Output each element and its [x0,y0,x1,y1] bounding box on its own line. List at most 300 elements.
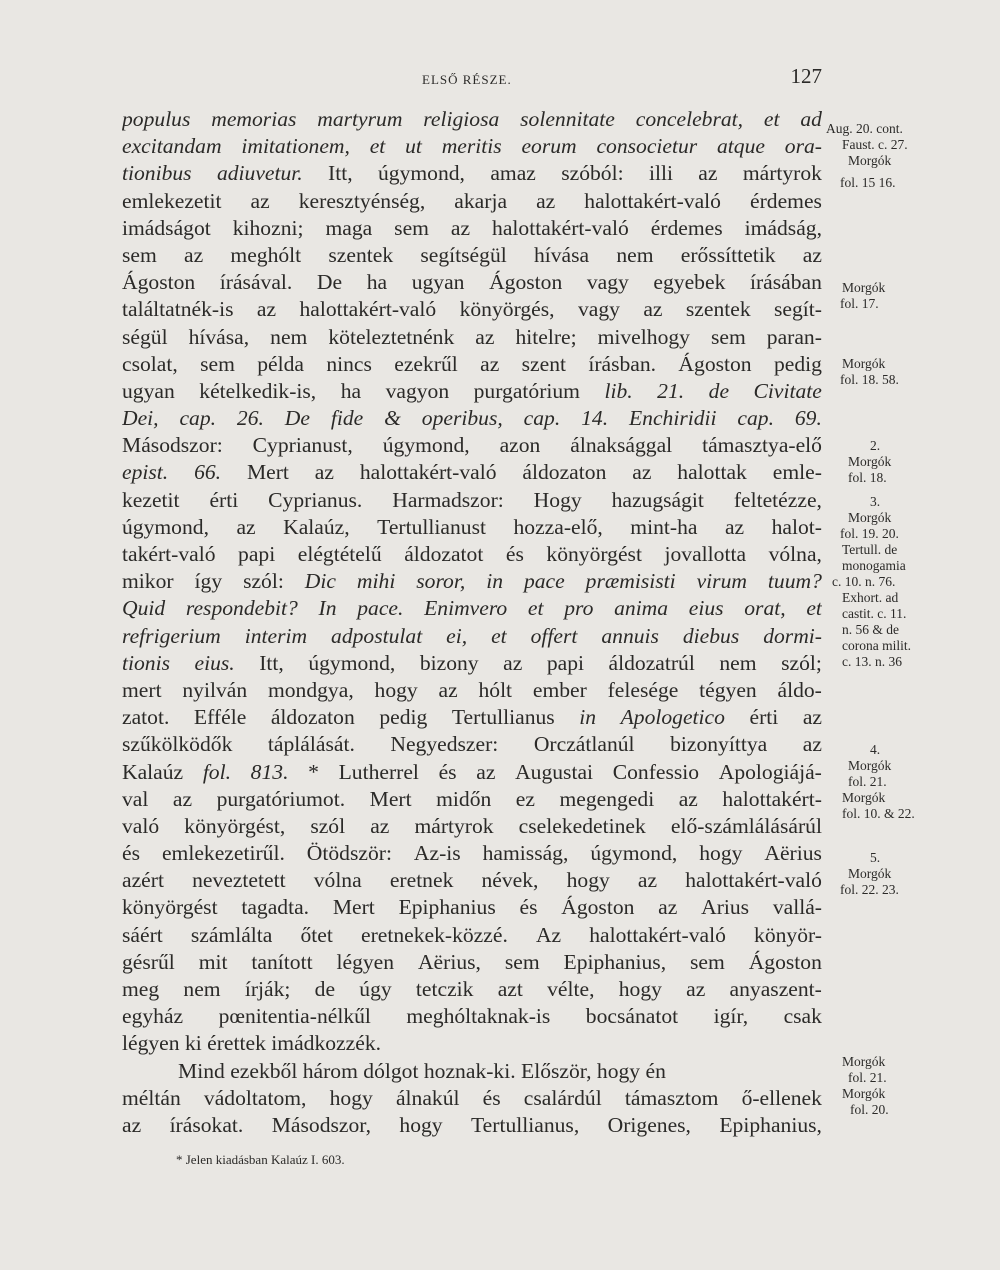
word: eretnek [389,868,454,893]
word: keresztyénség, [298,188,426,213]
word: névek, [481,868,539,893]
word: halottakért-való [299,297,437,322]
word: írásban. [588,351,657,376]
margin-note: Morgók [842,280,886,295]
word: az [643,297,663,322]
word: hozza-elő, [513,514,603,539]
word: respondebit? [185,596,298,621]
word: imádság, [744,215,822,240]
word: vélte, [547,977,595,1001]
word: 26. [236,406,264,431]
word: mihi [356,569,396,594]
word: Epiphanius, [719,1112,822,1137]
margin-note: fol. 22. 23. [840,882,899,897]
word: takért-való [122,542,216,566]
text-line [122,867,822,894]
main-text [122,106,822,1139]
word: pedig [773,351,822,376]
margin-note: Morgók [848,866,892,881]
word: könyörgést [122,895,218,920]
word: áldozaton [270,705,355,730]
word: meghólt [230,242,302,267]
word: egyház [122,1004,184,1029]
text-line [122,1085,822,1112]
text-line [122,432,822,459]
word: szentek [328,242,394,267]
word: az [122,1112,142,1137]
word: Itt, [328,161,353,186]
margin-note: 4. [870,742,881,757]
word: való [122,813,160,838]
word: vagyon [385,378,450,403]
word: vólna [313,868,362,893]
page-header [122,62,822,92]
margin-note: fol. 15 16. [840,175,896,190]
word: sem [690,949,725,974]
word: Ágoston [678,351,752,376]
word: akarja [454,188,508,213]
text-line [122,351,822,378]
word: mint-ha [630,514,698,539]
word: Ötödször: [306,841,392,866]
text-line [122,459,822,486]
word: az [802,705,822,730]
word: adiuvetur. [216,161,303,186]
word: operibus, [421,406,503,431]
word: ad [800,107,822,131]
word: az [536,188,556,213]
word: hogy [618,977,662,1001]
word: meghóltaknak-is [406,1004,551,1029]
word: azon [499,433,541,458]
word: emlekezetit [122,188,222,213]
word: et [369,134,386,159]
word: de [314,977,336,1001]
word: és [505,542,524,566]
word: ha [340,378,362,403]
word: találtatnék-is [122,297,234,322]
word: Arius [701,895,750,920]
word: áldozaton [522,460,607,485]
text-line [122,188,822,215]
text-line [122,1058,822,1085]
text-line [122,976,822,1003]
word: nem [270,324,308,349]
word: igír, [713,1004,749,1029]
text-line [122,296,822,323]
word: 14. [581,406,609,431]
word: in [486,569,503,594]
word: imitationem, [241,134,350,159]
word: úgy [359,977,392,1001]
word: martyrum [317,107,403,131]
word: ugyan [122,378,175,403]
word: anyaszent- [729,977,822,1001]
word: úgymond, [308,650,396,675]
word: Kalaúz, [283,514,350,539]
word: példa [257,351,304,376]
word: könyör- [754,922,822,947]
word: pace [523,569,565,594]
margin-note: Faust. c. 27. [842,137,908,152]
word: könyörgést, [184,813,286,838]
word: Másodszor, [271,1112,372,1137]
word: Epiphanius, [563,949,667,974]
word: Epiphanius [398,895,496,920]
word: neveztetett [192,868,286,893]
word: úgymond, [122,514,209,539]
margin-note: Morgók [848,153,892,168]
word: hívása [533,242,590,267]
word: pœnitentia-nélkűl [218,1004,371,1029]
word: epist. [122,460,169,485]
word: vólna, [768,542,822,566]
word: szól: [243,569,284,594]
word: csalárdúl [523,1085,602,1110]
word: és [482,1085,501,1110]
text-line [122,514,822,541]
word: szól [310,813,346,838]
word: hívása, [188,324,250,349]
word: felesége [607,677,679,702]
word: őtet [300,922,333,947]
word: az [438,677,458,702]
margin-note: corona milit. [842,638,911,653]
word: Efféle [193,705,247,730]
word: adpostulat [331,623,423,648]
margin-note: Morgók [842,1086,886,1101]
word: nincs [326,351,372,376]
word: Dei, [122,406,159,431]
word: tagadta. [241,895,310,920]
word: halottakért- [722,786,822,811]
word: 66. [194,460,222,485]
margin-note: 2. [870,438,881,453]
word: Cyprianus. [268,487,363,512]
margin-note: Morgók [848,454,892,469]
margin-note: c. 13. n. 36 [842,654,902,669]
text-segment: Mind ezekből három dólgot hoznak-ki. Először, hogy én [178,1058,666,1083]
text-line [122,786,822,813]
word: concelebrat, [635,107,744,131]
margin-note: c. 10. n. 76. [832,574,896,589]
word: hitelre; [515,324,577,349]
word: sem [200,351,235,376]
word: elégtételű [297,542,382,566]
word: vallá- [772,895,822,920]
margin-note: Aug. 20. cont. [826,121,903,136]
word: fol. [202,759,232,784]
word: et [806,596,822,621]
text-line [122,242,822,269]
word: Tertullianus, [470,1112,580,1137]
word: az [503,650,523,675]
word: emlekezetirűl. [161,841,285,866]
word: érti [749,705,779,730]
margin-note: 3. [870,494,881,509]
word: Az [535,922,562,947]
word: hamisság, [482,841,569,866]
word: virum [696,569,747,594]
word: Ágoston [489,270,563,295]
word: gésrűl [122,949,175,974]
word: meritis [441,134,502,159]
word: fide [330,406,364,431]
word: consocietur [596,134,698,159]
word: támasztya-elő [702,433,822,458]
word: Apologiájá- [718,759,822,784]
word: meg [122,977,160,1001]
word: ora- [784,134,822,159]
word: az [637,868,658,893]
text-line [122,405,822,432]
word: szent [521,351,566,376]
word: segítségül [420,242,507,267]
text-line [122,623,822,650]
margin-note: castit. c. 11. [842,606,907,621]
word: az [475,324,495,349]
word: nyilván [182,677,248,702]
word: az [686,977,706,1001]
word: eorum [521,134,577,159]
word: az [370,813,390,838]
word: cselekedetinek [518,813,646,838]
word: Aërius, [417,949,481,974]
word: soror, [416,569,466,594]
word: sáért [122,922,163,947]
word: Negyedszer: [390,732,499,757]
word: Civitate [753,378,822,403]
word: feltetézze, [733,487,822,512]
word: írják; [244,977,291,1001]
word: ut [405,134,422,159]
word: sem [710,324,746,349]
word: méltán [122,1085,181,1110]
margin-note: Tertull. de [842,542,898,557]
word: az [256,297,277,322]
word: Lutherrel [338,759,419,784]
word: ez [515,786,535,811]
word: religiosa [423,107,500,131]
word: lib. [604,378,633,403]
word: Hogy [533,487,582,512]
word: Mert [246,460,289,485]
word: Ágoston [561,895,635,920]
margin-note: fol. 18. [848,470,887,485]
word: memorias [211,107,297,131]
footnote: * Jelen kiadásban Kalaúz I. 603. [176,1152,345,1167]
word: tuum? [767,569,822,594]
word: az [658,895,678,920]
word: Apologetico [620,705,725,730]
word: Quid [122,596,166,621]
text-line [122,677,822,704]
word: mit [198,949,228,974]
word: jovallotta [664,542,747,566]
word: cap. [179,406,217,431]
text-line [122,949,822,976]
word: Tertullianus [451,705,555,730]
word: * [308,759,319,784]
word: nem [183,977,221,1001]
margin-note: fol. 21. [848,774,887,789]
word: Ágoston [748,949,822,974]
word: emle- [772,460,822,485]
word: tanított [251,949,313,974]
word: áldozatot [404,542,484,566]
margin-note: fol. 17. [840,296,879,311]
margin-note: fol. 18. 58. [840,372,899,387]
word: írásokat. [169,1112,244,1137]
word: mártyrok [742,161,822,186]
word: szentek [685,297,751,322]
word: cap. [737,406,774,431]
word: így [194,569,223,594]
text-line [122,324,822,351]
word: megengedi [559,786,655,811]
word: et [491,623,507,648]
word: csak [783,1004,822,1029]
word: diebus [682,623,740,648]
word: anima [614,596,669,621]
word: bizony [419,650,479,675]
word: præmisisti [585,569,676,594]
word: álnaksággal [570,433,673,458]
word: mert [122,677,162,702]
word: et [527,596,544,621]
word: amaz [490,161,536,186]
word: az [802,732,822,757]
word: halottakért-való [359,460,497,485]
word: excitandam [122,134,222,159]
word: bocsánatot [585,1004,679,1029]
word: érti [209,487,239,512]
word: sem [122,242,157,267]
word: halot- [771,514,822,539]
word: hogy [374,677,418,702]
word: áldo- [777,677,822,702]
word: 21. [657,378,685,403]
margin-note: monogamia [842,558,906,573]
word: az [184,242,204,267]
word: purgatóriumot. [216,786,346,811]
word: az [678,786,698,811]
word: hólt [478,677,513,702]
word: Enchiridii [628,406,717,431]
word: midőn [436,786,492,811]
word: vagy [577,297,620,322]
word: In [318,596,337,621]
word: purgatórium [473,378,580,403]
text-segment: légyen ki érettek imádkozzék. [122,1031,382,1056]
word: pedig [379,705,428,730]
word: azt [497,977,523,1001]
word: hogy [699,841,743,866]
word: papi [546,650,584,675]
margin-note: Exhort. ad [842,590,899,605]
text-line [122,215,822,242]
word: refrigerium [122,623,221,648]
word: halottakért-való [589,922,726,947]
word: offert [530,623,578,648]
word: tionis [122,650,170,675]
word: ő-ellenek [741,1085,822,1110]
word: de [708,378,730,403]
text-line [122,133,822,160]
word: sem [504,949,540,974]
word: erőssíttetik [680,242,776,267]
word: az [236,514,256,539]
margin-note: Morgók [848,758,892,773]
word: eius [688,596,724,621]
word: eius. [194,650,235,675]
word: sem [394,215,429,240]
word: az [698,161,718,186]
word: Itt, [259,650,284,675]
word: légyen [336,949,395,974]
word: interim [244,623,308,648]
word: hogy [566,868,610,893]
word: ei, [446,623,468,648]
word: halottakért-való [685,868,822,893]
word: az [250,188,270,213]
text-line [122,922,822,949]
word: az [476,759,496,784]
word: Az-is [413,841,461,866]
word: Tertullianust [377,514,486,539]
word: támasztom [624,1085,719,1110]
word: Origenes, [607,1112,691,1137]
word: Augustai [515,759,594,784]
word: az [314,460,334,485]
word: szóból: [561,161,624,186]
word: zatot. [122,705,170,730]
word: köteleztetnénk [328,324,455,349]
word: mártyrok [414,813,494,838]
word: De [284,406,310,431]
word: tégyen [699,677,757,702]
word: az [450,215,471,240]
margin-note: Morgók [842,356,886,371]
word: nem [719,650,757,675]
word: maga [325,215,373,240]
word: úgymond, [382,433,470,458]
word: hazugságit [611,487,704,512]
word: ezekrűl [394,351,458,376]
word: Kalaúz [122,759,184,784]
word: írásával. [219,270,293,295]
text-line [122,269,822,296]
word: pro [564,596,594,621]
word: úgymond, [590,841,678,866]
margin-note: fol. 21. [848,1070,887,1085]
word: in [579,705,597,730]
word: pace. [357,596,404,621]
word: az [632,460,652,485]
word: 813. [250,759,289,784]
word: et [763,107,780,131]
word: áldozatrúl [608,650,695,675]
word: De [316,270,343,295]
word: Harmadszor: [392,487,504,512]
word: atque [717,134,765,159]
text-line [122,813,822,840]
text-line [122,650,822,677]
word: csolat, [122,351,178,376]
word: hogy [399,1112,443,1137]
word: Enimvero [424,596,508,621]
text-line [122,541,822,568]
